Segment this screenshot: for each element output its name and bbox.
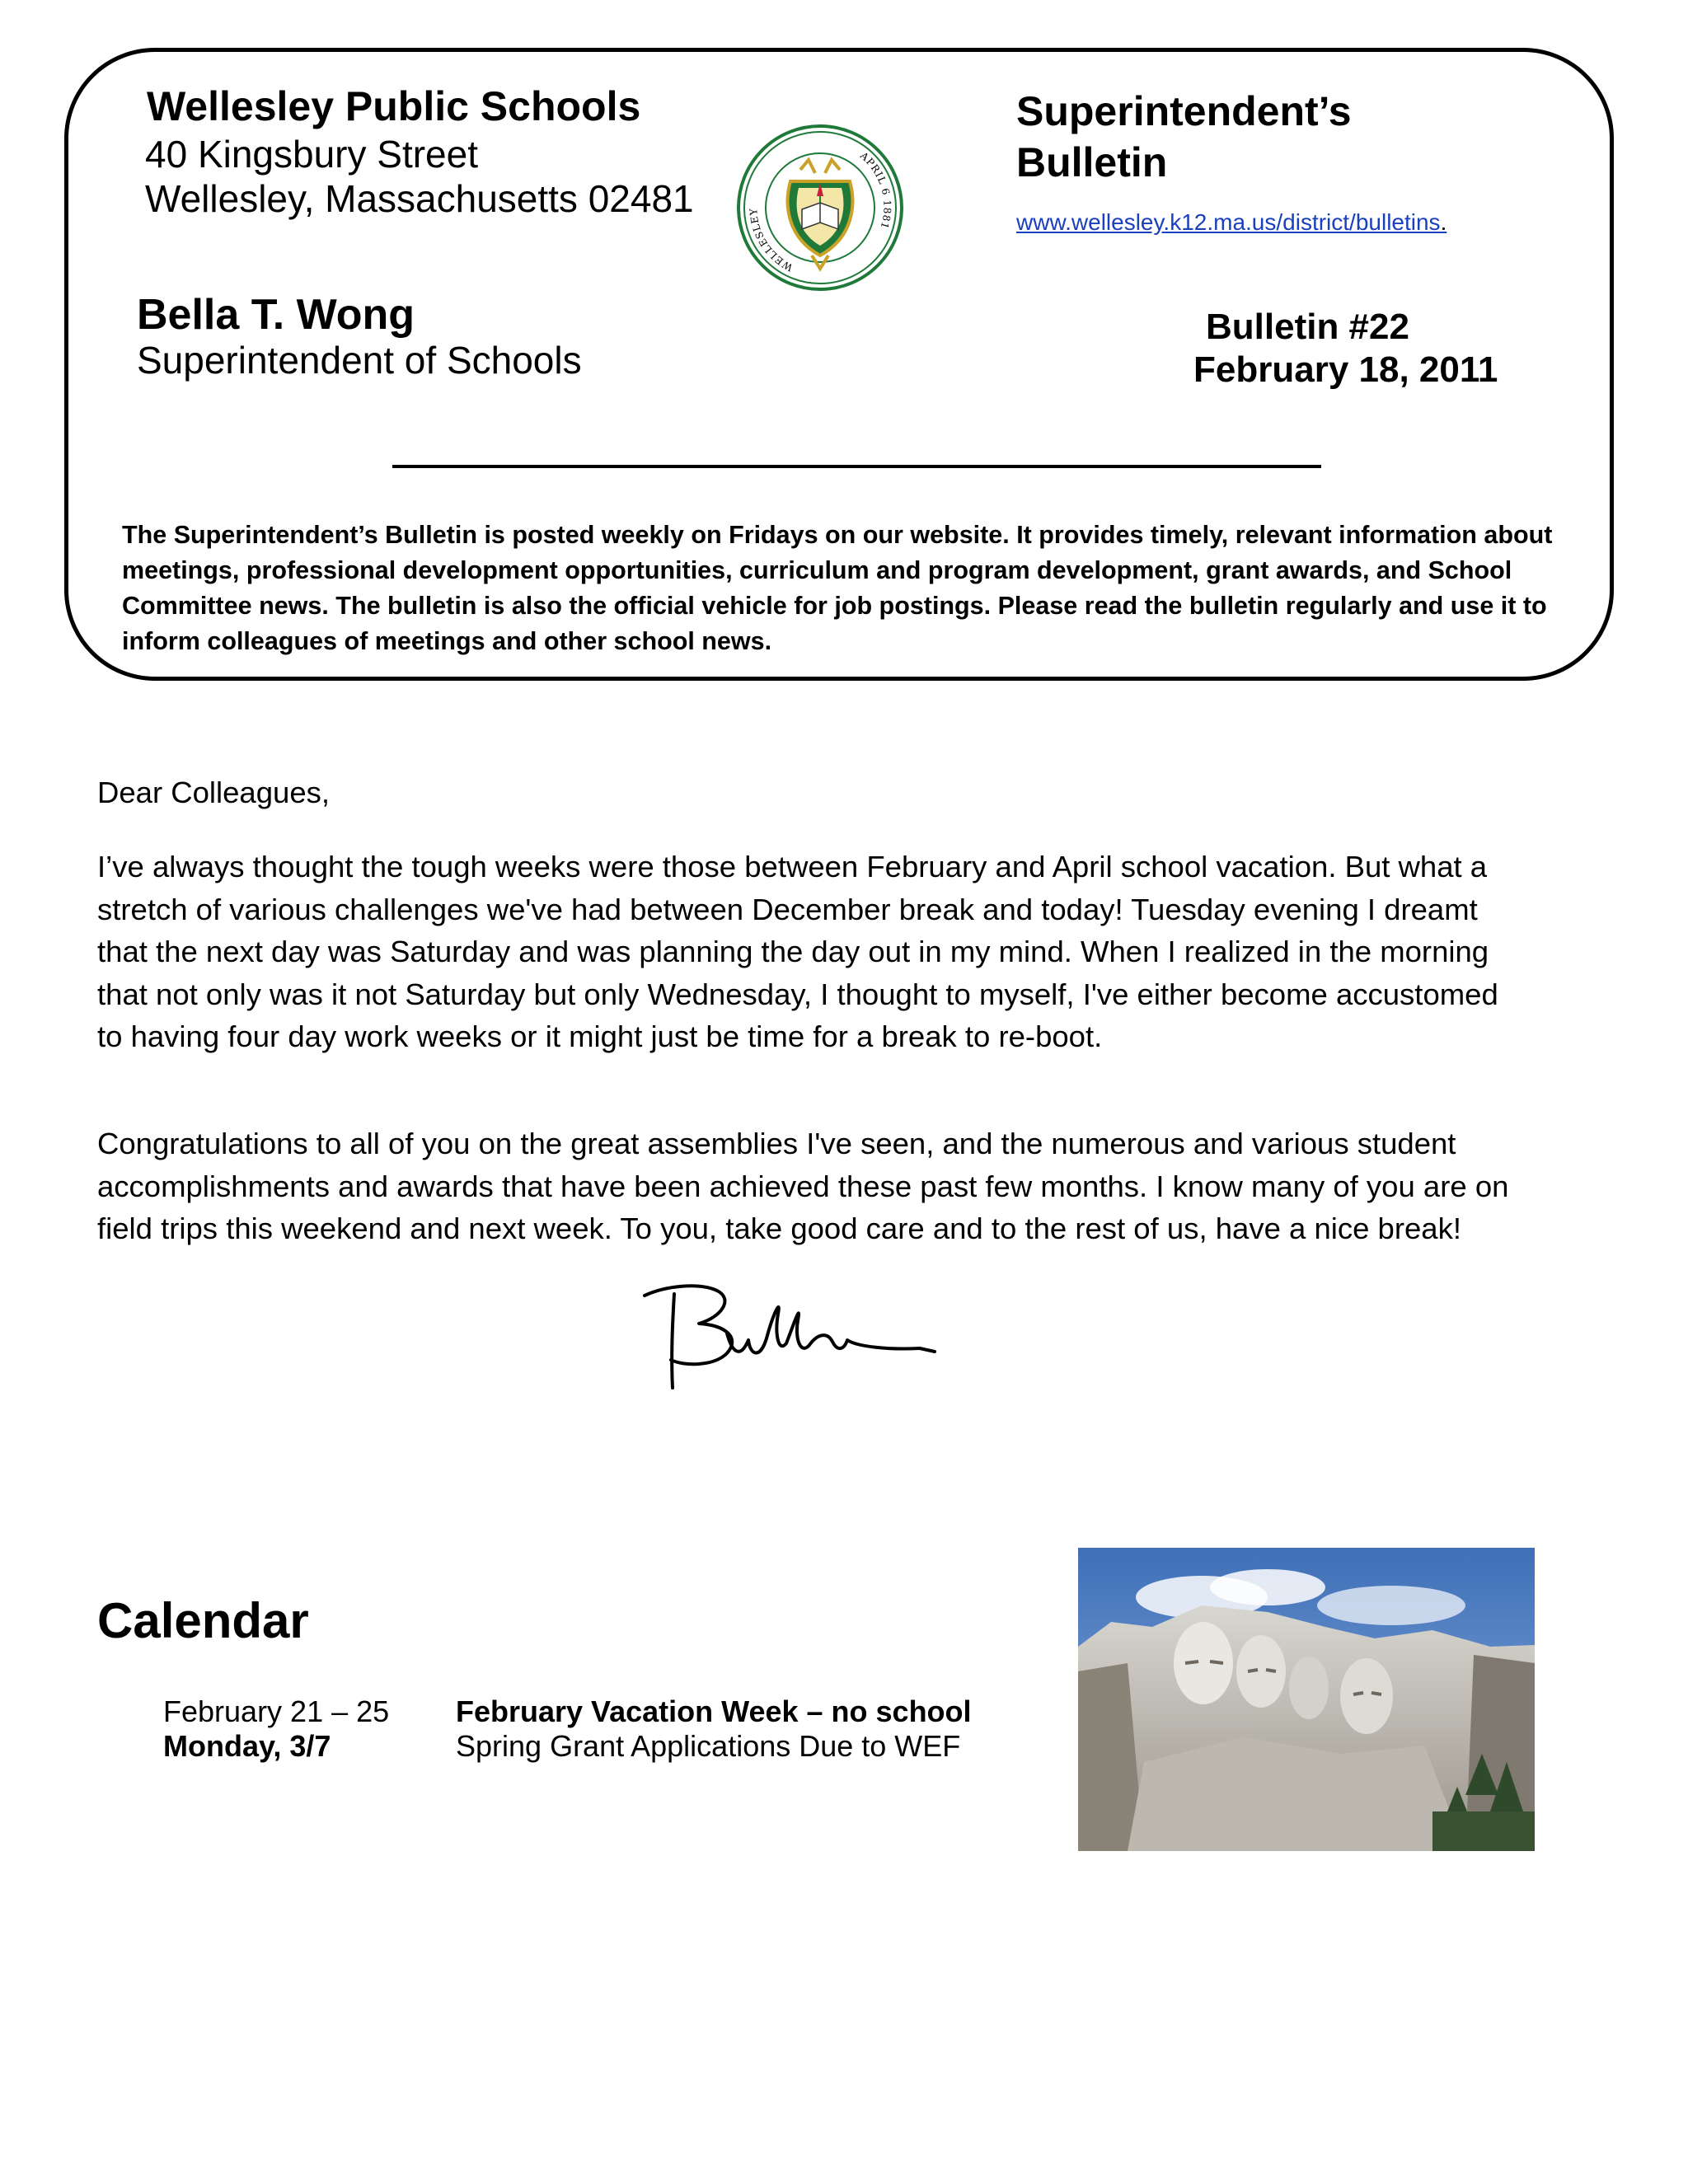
seal-right-text: APRIL 6 1881 <box>858 149 893 231</box>
letter-paragraph-1: I’ve always thought the tough weeks were those between February and April school vacation. But what a stretch of various challenges we've had between December break and today! Tuesday evening I dreamt that the next day was Saturday and was planning the day out in my mind. When I realized in the morning that not only was it not Saturday but only Wednesday, I thought to myself, I've either become accustomed to having four day work weeks or it might just be time for a break to re-boot. <box>97 850 1498 1053</box>
bulletin-number: Bulletin #22 <box>1206 307 1409 347</box>
signature <box>641 1281 940 1396</box>
school-name: Wellesley Public Schools <box>147 83 641 129</box>
calendar-row-1-date: February 21 – 25 <box>163 1694 390 1728</box>
bulletin-intro: The Superintendent’s Bulletin is posted weekly on Fridays on our website. It provides timely, relevant information about meetings, professional development opportunities, curriculum and program development, grant awards, and School Committee news. The bulletin is also the official vehicle for job postings. Please read the bulletin regularly and use it to inform colleagues of meetings and other school news. <box>122 521 1553 655</box>
calendar-row-2-date: Monday, 3/7 <box>163 1729 331 1763</box>
bulletin-date: February 18, 2011 <box>1193 349 1498 390</box>
letter-paragraph-2: Congratulations to all of you on the great assemblies I've seen, and the numerous and various student accomplishments and awards that have been achieved these past few months. I know many of you are on field trips this weekend and next week. To you, take good care and to the rest of us, have a nice break! <box>97 1127 1509 1245</box>
address-line-2: Wellesley, Massachusetts 02481 <box>145 177 694 220</box>
district-seal <box>736 124 904 292</box>
calendar-row-2-event: Spring Grant Applications Due to WEF <box>456 1729 961 1763</box>
website-url[interactable]: www.wellesley.k12.ma.us/district/bulletins <box>1016 209 1441 235</box>
website-link[interactable] <box>1016 209 1447 236</box>
address-line-1: 40 Kingsbury Street <box>145 133 479 176</box>
superintendent-title: Superintendent of Schools <box>137 339 582 382</box>
calendar-row-1-event: February Vacation Week – no school <box>456 1694 972 1728</box>
calendar-heading: Calendar <box>97 1593 309 1648</box>
header-divider <box>392 465 1321 468</box>
mount-rushmore-photo <box>1078 1548 1535 1851</box>
seal-left-text: WELLESLEY <box>748 207 795 274</box>
letter-greeting: Dear Colleagues, <box>97 776 331 809</box>
superintendent-name: Bella T. Wong <box>137 291 415 339</box>
bulletin-title: Superintendent’s Bulletin <box>1016 88 1352 185</box>
website-trailing: . <box>1440 209 1447 235</box>
